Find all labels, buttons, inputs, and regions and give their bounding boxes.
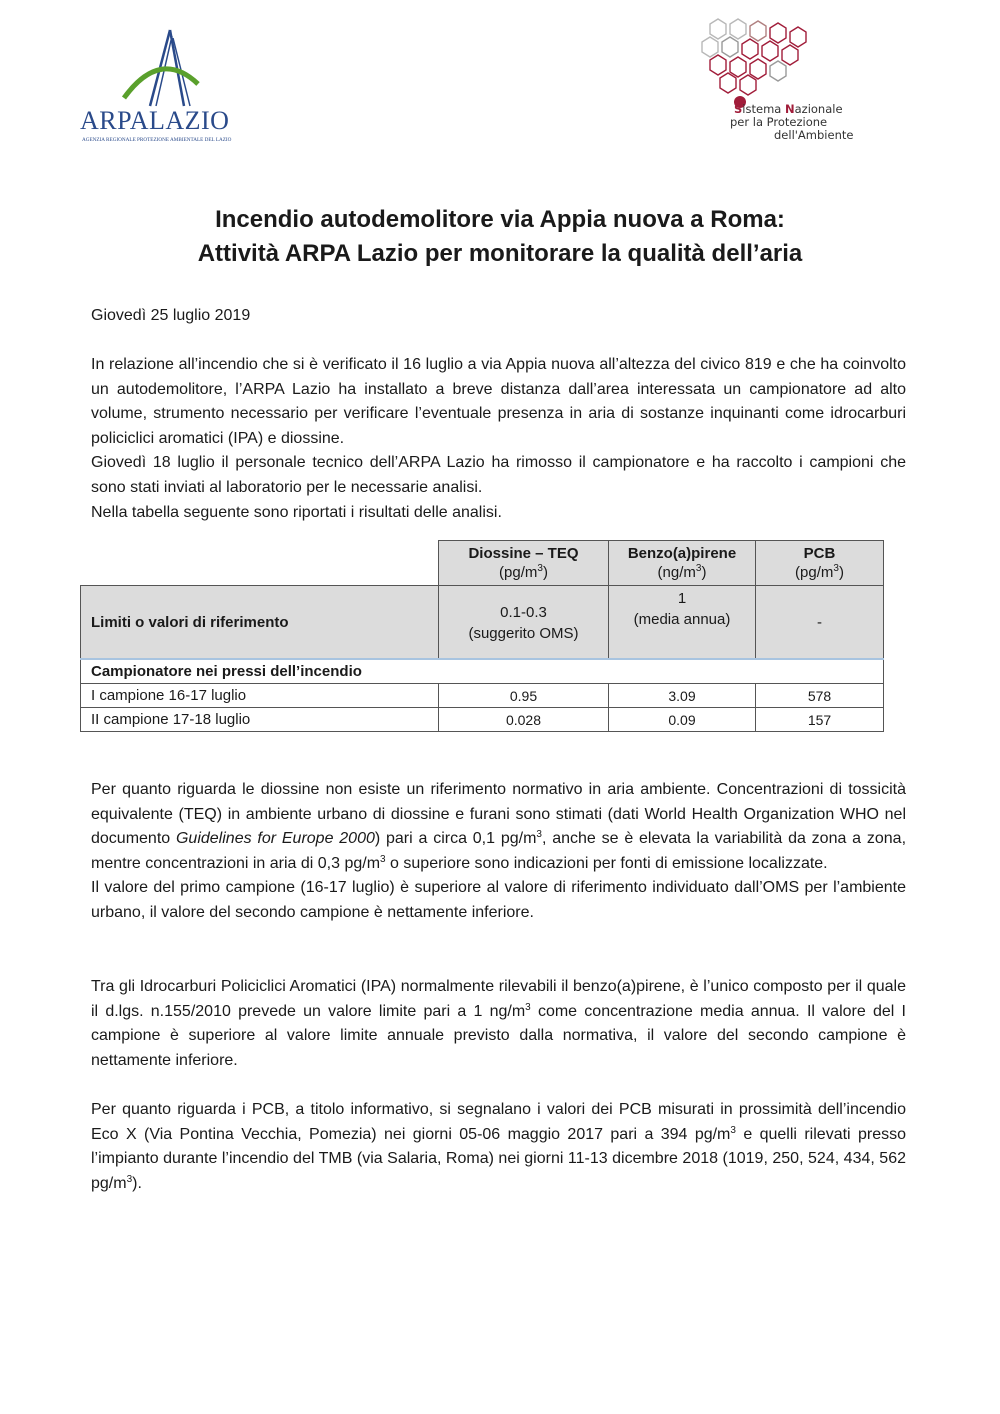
- ipa-text: [91, 975, 906, 1073]
- limits-benzo: 1 (media annua): [609, 586, 756, 660]
- diossine-paragraph-2: Il valore del primo campione (16-17 luglio) è superiore al valore di riferimento individuato dall’OMS per l’ambiente urbano, il valore del secondo campione è nettamente inferiore.: [91, 879, 906, 921]
- table-row: I campione 16-17 luglio 0.95 3.09 578: [81, 684, 884, 708]
- snpa-hexagon-icon: [690, 14, 890, 109]
- section-label: Campionatore nei pressi dell’incendio: [81, 659, 884, 684]
- title-line-1: Incendio autodemolitore via Appia nuova a Roma:: [215, 206, 785, 233]
- arpa-lazio-logo: [80, 28, 250, 143]
- header-benzo: Benzo(a)pirene $(ng/m^3)$: [609, 541, 756, 586]
- limits-pcb: -: [756, 586, 884, 660]
- diossine-paragraph-1: Per quanto riguarda le diossine non esiste un riferimento normativo in aria ambiente. Concentrazioni di tossicità equivalente (TEQ) in ambiente urbano di diossine e furani sono stimati (dati World Health Organization WHO nel documento Guidelines for Europe 2000) pari a circa 0,1 $pg/m^3$, anche se è elevata la variabilità da zona a zona, mentre concentrazioni in aria di 0,3 $pg/m^3$ o superiore sono indicazioni per fonti di emissione localizzate.: [91, 781, 907, 872]
- title-line-2: Attività ARPA Lazio per monitorare la qualità dell’aria: [197, 240, 803, 267]
- page-title: [0, 203, 1000, 271]
- pcb-paragraph: Per quanto riguarda i PCB, a titolo informativo, si segnalano i valori dei PCB misurati in prossimità dell’incendio Eco X (Via Pontina Vecchia, Pomezia) nei giorni 05-06 maggio 2017 pari a 394 $pg/m^3$ e quelli rilevati presso l’impianto durante l’incendio del TMB (via Salaria, Roma) nei giorni 11-13 dicembre 2018 (1019, 250, 524, 434, 562 $pg/m^3$).: [91, 1101, 906, 1192]
- arpa-a-mark-icon: [120, 28, 200, 108]
- diossine-text: [91, 778, 906, 926]
- pcb-text: [91, 1098, 906, 1196]
- intro-text: [91, 353, 906, 525]
- intro-paragraph-2: Giovedì 18 luglio il personale tecnico dell’ARPA Lazio ha rimosso il campionatore e ha raccolto i campioni che sono stati inviati al laboratorio per le necessarie analisi.: [91, 454, 906, 496]
- arpa-logo-subtitle: AGENZIA REGIONALE PROTEZIONE AMBIENTALE DEL LAZIO: [82, 137, 232, 143]
- section-row: [81, 659, 884, 684]
- snpa-logo-text: Sistema Nazionale per la Protezione dell'Ambiente: [730, 102, 854, 142]
- limits-row: [81, 586, 884, 660]
- table-row: II campione 17-18 luglio 0.028 0.09 157: [81, 708, 884, 732]
- ipa-paragraph: Tra gli Idrocarburi Policiclici Aromatici (IPA) normalmente rilevabili il benzo(a)pirene, è l’unico composto per il quale il d.lgs. n.155/2010 prevede un valore limite pari a 1 $ng/m^3$ come concentrazione media annua. Il valore del I campione è superiore al valore limite annuale previsto dalla normativa, il valore del secondo campione è nettamente inferiore.: [91, 978, 906, 1069]
- table-header-row: [81, 541, 884, 586]
- header-diossine: Diossine – TEQ $(pg/m^3)$: [439, 541, 609, 586]
- limits-diossine: 0.1-0.3 (suggerito OMS): [439, 586, 609, 660]
- publication-date: Giovedì 25 luglio 2019: [91, 307, 251, 324]
- header-pcb: PCB $(pg/m^3)$: [756, 541, 884, 586]
- intro-paragraph-3: Nella tabella seguente sono riportati i risultati delle analisi.: [91, 503, 502, 521]
- limits-label: Limiti o valori di riferimento: [81, 586, 439, 660]
- snpa-logo: [690, 14, 910, 149]
- intro-paragraph-1: In relazione all’incendio che si è verificato il 16 luglio a via Appia nuova all’altezza del civico 819 e che ha coinvolto un autodemolitore, l’ARPA Lazio ha installato a breve distanza dall’area interessata un campionatore ad alto volume, strumento necessario per verificare l’eventuale presenza in aria di sostanze inquinanti come idrocarburi policiclici aromatici (IPA) e diossine.: [91, 356, 906, 447]
- results-table: [80, 540, 884, 732]
- arpa-logo-name: ARPALAZIO: [80, 106, 230, 135]
